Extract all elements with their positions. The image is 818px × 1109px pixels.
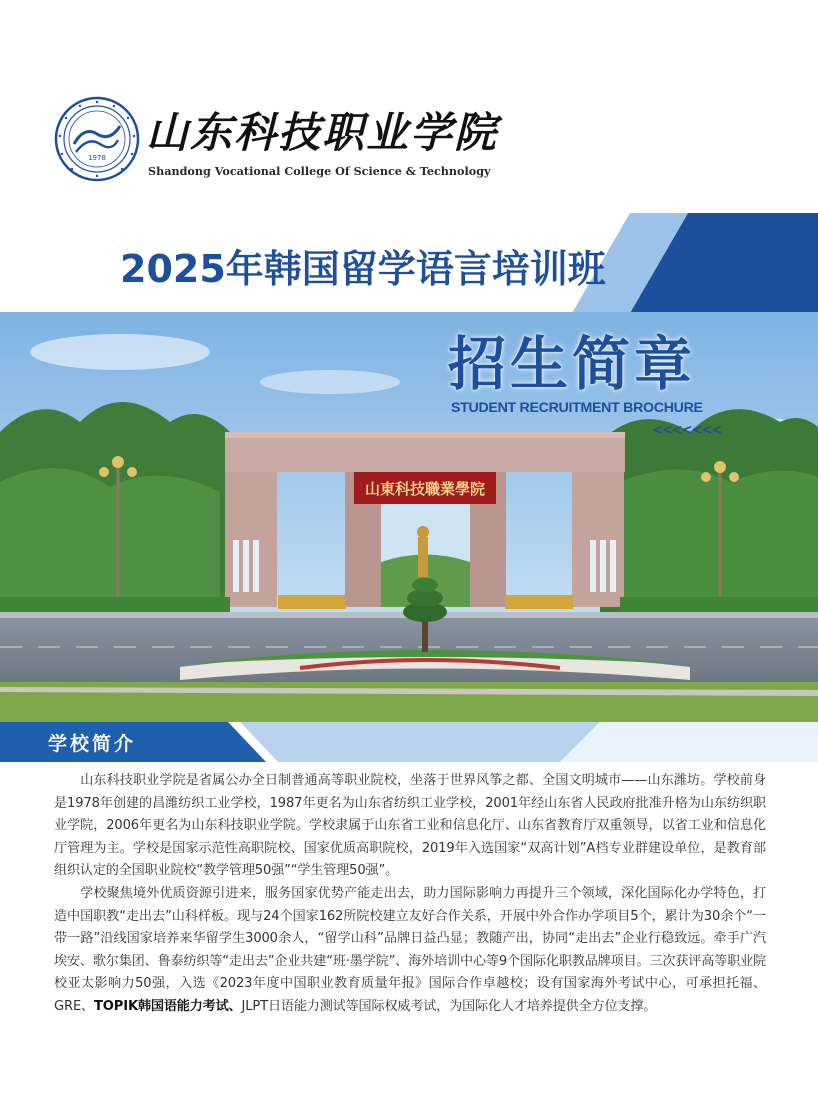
intro-paragraph-2-bold: TOPIK韩国语能力考试、 [94,998,242,1014]
school-name-chinese: 山东科技职业学院 [146,108,499,157]
school-seal-logo [54,96,140,182]
school-name-english: Shandong Vocational College Of Science & Technology [148,164,491,178]
brochure-english-title: STUDENT RECRUITMENT BROCHURE [451,400,703,416]
seal-year: 1978 [88,154,106,162]
intro-paragraph-2-text: 学校聚焦境外优质资源引进来，服务国家优势产能走出去，助力国际影响力再提升三个领域，深化国际化办学特色，打造中国职教“走出去”山科样板。现与24个国家162所院校建立友好合作关系，开展中外合作办学项目5个，累计为30余个“一带一路”沿线国家培养来华留学生3000余人，“留学山科”品牌日益凸显；教随产出，协同“走出去”企业行稳致远。牵手广汽埃安、歌尔集团、鲁泰纺织等“走出去”企业共建“班·墨学院”、海外培训中心等9个国际化职教品牌项目。三次获评高等职业院校亚太影响力50强，入选《2023年度中国职业教育质量年报》国际合作卓越校；设有国家海外考试中心，可承担托福、GRE、 [54,885,766,1014]
chevron-decoration-icon: <<<<<<< [652,423,722,438]
intro-paragraph-2 [54,883,766,1019]
section-title-school-intro: 学校简介 [48,733,137,755]
brochure-subtitle: 招生简章 [448,330,697,398]
school-intro-body [54,770,766,1019]
intro-paragraph-2-tail: JLPT日语能力测试等国际权威考试，为国际化人才培养提供全方位支撑。 [241,998,657,1014]
brochure-main-title: 2025年韩国留学语言培训班 [120,247,606,291]
intro-paragraph-1: 山东科技职业学院是省属公办全日制普通高等职业院校，坐落于世界风筝之都、全国文明城市——山东潍坊。学校前身是1978年创建的昌潍纺织工业学校，1987年更名为山东省纺织工业学校，2001年经山东省人民政府批准升格为山东纺织职业学院，2006年更名为山东科技职业学院。学校隶属于山东省工业和信息化厅、山东省教育厅双重领导，以省工业和信息化厅管理为主。学校是国家示范性高职院校、国家优质高职院校，2019年入选国家“双高计划”A档专业群建设单位，是教育部组织认定的全国职业院校“教学管理50强”“学生管理50强”。 [54,773,766,879]
gate-sign-text: 山東科技職業學院 [364,480,486,498]
